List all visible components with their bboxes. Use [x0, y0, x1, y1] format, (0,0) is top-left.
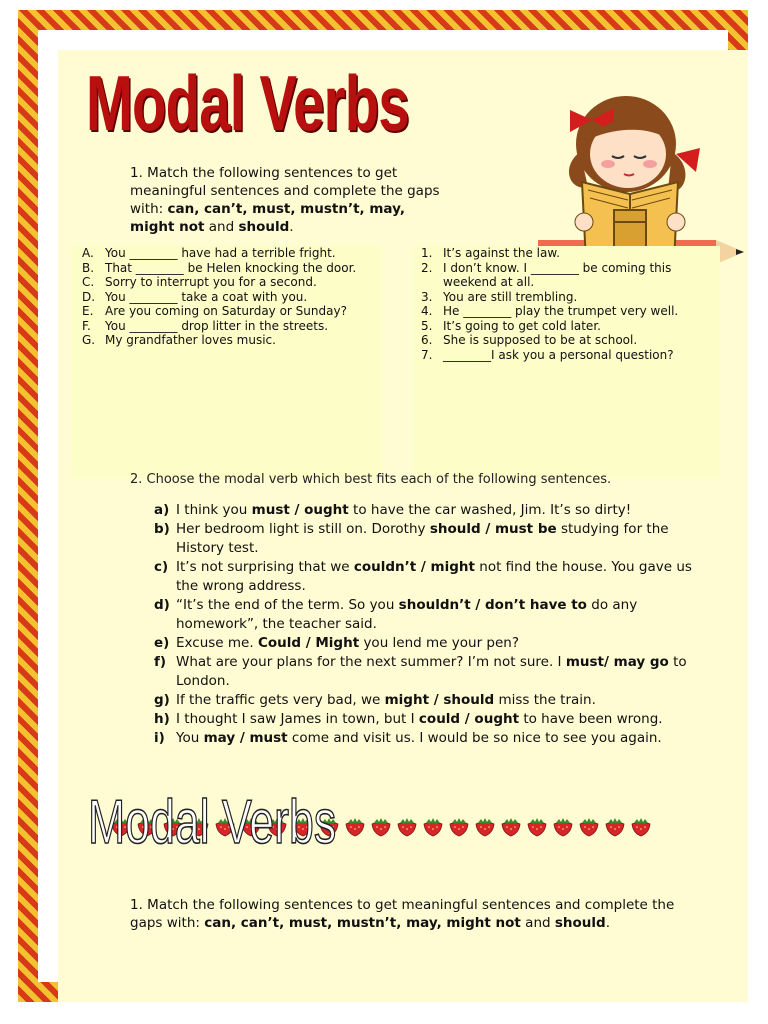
list-item: A. You ________ have had a terrible fright. [82, 246, 336, 260]
strawberry-icon [370, 817, 392, 837]
strawberry-icon [630, 817, 652, 837]
strawberry-icon [578, 817, 600, 837]
list-item: 6. She is supposed to be at school. [421, 333, 638, 347]
list-item: f) What are your plans for the next summer? I’m not sure. I must/ may go to London. [154, 654, 687, 689]
list-item: 1. It’s against the law. [421, 246, 560, 260]
list-item: i) You may / must come and visit us. I would be so nice to see you again. [154, 730, 662, 746]
list-item: 2. I don’t know. I ________ be coming this weekend at all. [421, 260, 672, 289]
strawberry-icon [474, 817, 496, 837]
list-item: d) “It’s the end of the term. So you shouldn’t / don’t have to do any homework”, the teacher said. [154, 597, 638, 632]
outline-title: Modal Verbs [88, 788, 337, 857]
list-item: D. You ________ take a coat with you. [82, 289, 308, 304]
list-item: 4. He ________ play the trumpet very well. [421, 304, 679, 318]
list-item: b) Her bedroom light is still on. Dorothy should / must be studying for the History test. [154, 521, 669, 556]
strawberry-icon [396, 817, 418, 837]
list-item: c) It’s not surprising that we couldn’t / might not find the house. You gave us the wrong address. [154, 559, 692, 594]
strawberry-icon [526, 817, 548, 837]
list-item: 3. You are still trembling. [421, 289, 578, 304]
strawberry-icon [448, 817, 470, 837]
list-item: a) I think you must / ought to have the car washed, Jim. It’s so dirty! [154, 502, 632, 518]
exercise1-instruction-repeat: 1. Match the following sentences to get meaningful sentences and complete the gaps with: can, can’t, must, mustn’t, may, might not and should. [130, 897, 675, 931]
list-item: h) I thought I saw James in town, but I could / ought to have been wrong. [154, 711, 663, 727]
page-border [18, 10, 748, 1002]
list-item: 7. ________I ask you a personal question? [421, 347, 674, 362]
list-item: C. Sorry to interrupt you for a second. [82, 275, 317, 289]
exercise1-instruction: 1. Match the following sentences to get meaningful sentences and complete the gaps with: can, can’t, must, mustn’t, may, might not and should. [130, 165, 440, 235]
page-title: Modal Verbs [86, 59, 409, 147]
list-item: 5. It’s going to get cold later. [421, 318, 601, 333]
strawberry-icon [552, 817, 574, 837]
strawberry-icon [500, 817, 522, 837]
strawberry-icon [422, 817, 444, 837]
left-sentences-list [82, 246, 382, 348]
list-item: g) If the traffic gets very bad, we might / should miss the train. [154, 692, 596, 708]
list-item: E. Are you coming on Saturday or Sunday? [82, 304, 347, 318]
exercise2-list [154, 501, 694, 748]
right-sentences-list [421, 246, 721, 362]
strawberry-icon [604, 817, 626, 837]
list-item: G. My grandfather loves music. [82, 333, 276, 347]
strawberry-icon [344, 817, 366, 837]
list-item: e) Excuse me. Could / Might you lend me your pen? [154, 635, 520, 651]
worksheet [58, 50, 748, 1002]
list-item: F. You ________ drop litter in the streets. [82, 318, 329, 333]
list-item: B. That ________ be Helen knocking the door. [82, 260, 357, 275]
exercise2-instruction: 2. Choose the modal verb which best fits each of the following sentences. [130, 472, 612, 487]
